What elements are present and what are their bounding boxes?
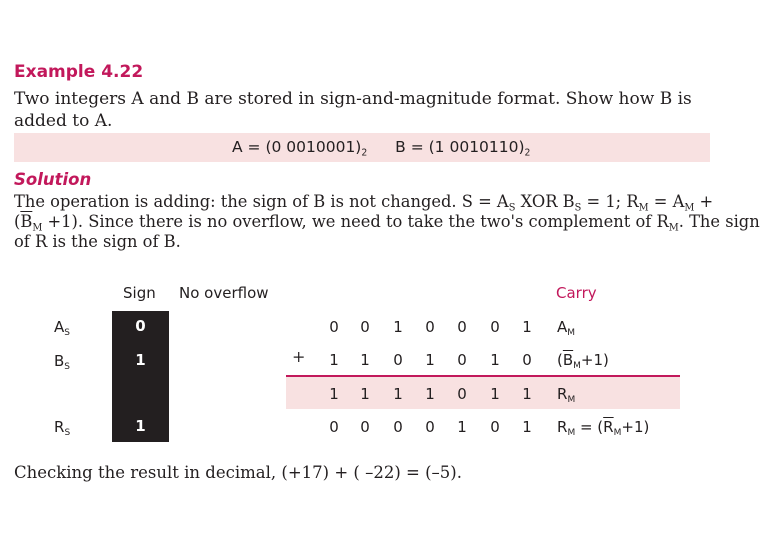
bit-cell: 1 bbox=[457, 418, 467, 436]
example-title: Example 4.22 bbox=[14, 62, 144, 82]
bit-cell: 0 bbox=[457, 318, 467, 336]
bit-cell: 0 bbox=[457, 351, 467, 369]
bit-cell: 0 bbox=[490, 418, 500, 436]
bit-cell: 0 bbox=[393, 418, 403, 436]
no-overflow-header: No overflow bbox=[179, 284, 269, 302]
bit-cell: 0 bbox=[490, 318, 500, 336]
sign-header: Sign bbox=[123, 284, 156, 302]
result-band bbox=[286, 376, 680, 409]
bit-cell: 0 bbox=[425, 418, 435, 436]
solution-line-3: of R is the sign of B. bbox=[14, 232, 181, 251]
bit-cell: 1 bbox=[425, 351, 435, 369]
sum-line bbox=[286, 375, 680, 377]
bit-cell: 0 bbox=[522, 351, 532, 369]
bit-cell: 1 bbox=[522, 418, 532, 436]
bit-cell: 0 bbox=[393, 351, 403, 369]
bit-cell: 1 bbox=[522, 318, 532, 336]
label-as: $A_S$ bbox=[54, 318, 70, 339]
sign-bit-b: 1 bbox=[135, 351, 146, 369]
bit-cell: 1 bbox=[393, 385, 403, 403]
bit-cell: 0 bbox=[425, 318, 435, 336]
bit-cell: 1 bbox=[425, 385, 435, 403]
problem-statement: Two integers A and B are stored in sign-and-magnitude format. Show how B is added to A. bbox=[14, 89, 692, 131]
bit-cell: 0 bbox=[360, 418, 370, 436]
solution-title: Solution bbox=[14, 170, 92, 189]
bit-cell: 1 bbox=[360, 385, 370, 403]
row-label-am: $A_M$ bbox=[557, 318, 576, 339]
sign-bit-a: 0 bbox=[135, 317, 146, 335]
bit-cell: 1 bbox=[329, 351, 339, 369]
bit-cell: 0 bbox=[329, 318, 339, 336]
sign-bit-r: 1 bbox=[135, 417, 146, 435]
row-label-rm-complement: $R_M = (\overline{R}_M+1)$ bbox=[557, 418, 650, 439]
bit-cell: 1 bbox=[490, 351, 500, 369]
plus-sign: + bbox=[292, 347, 306, 366]
check-statement: Checking the result in decimal, (+17) + ( –22) = (–5). bbox=[14, 463, 462, 482]
bit-cell: 1 bbox=[490, 385, 500, 403]
bit-cell: 1 bbox=[393, 318, 403, 336]
bit-cell: 0 bbox=[360, 318, 370, 336]
label-rs: $R_S$ bbox=[54, 418, 71, 439]
bit-cell: 0 bbox=[329, 418, 339, 436]
solution-line-2: $(\overline{B}_M +1)$. Since there is no overflow, we need to take the two's complement of $R_M$. The sign bbox=[14, 212, 760, 234]
carry-header: Carry bbox=[556, 284, 597, 302]
b-value: B = (1 $0010110)_2$ bbox=[395, 138, 531, 159]
bit-cell: 0 bbox=[457, 385, 467, 403]
row-label-bm-plus-1: $(\overline{B}_M+1)$ bbox=[557, 351, 609, 372]
label-bs: $B_S$ bbox=[54, 352, 71, 373]
bit-cell: 1 bbox=[522, 385, 532, 403]
given-values bbox=[232, 138, 531, 159]
solution-line-1: The operation is adding: the sign of B is not changed. $S = A_S$ XOR $B_S = 1$; $R_M = A_M$ + bbox=[14, 192, 714, 214]
row-label-rm: $R_M$ bbox=[557, 385, 576, 406]
bit-cell: 1 bbox=[329, 385, 339, 403]
solution-text bbox=[14, 192, 760, 252]
bit-cell: 1 bbox=[360, 351, 370, 369]
a-value: A = (0 $0010001)_2$ bbox=[232, 138, 368, 159]
